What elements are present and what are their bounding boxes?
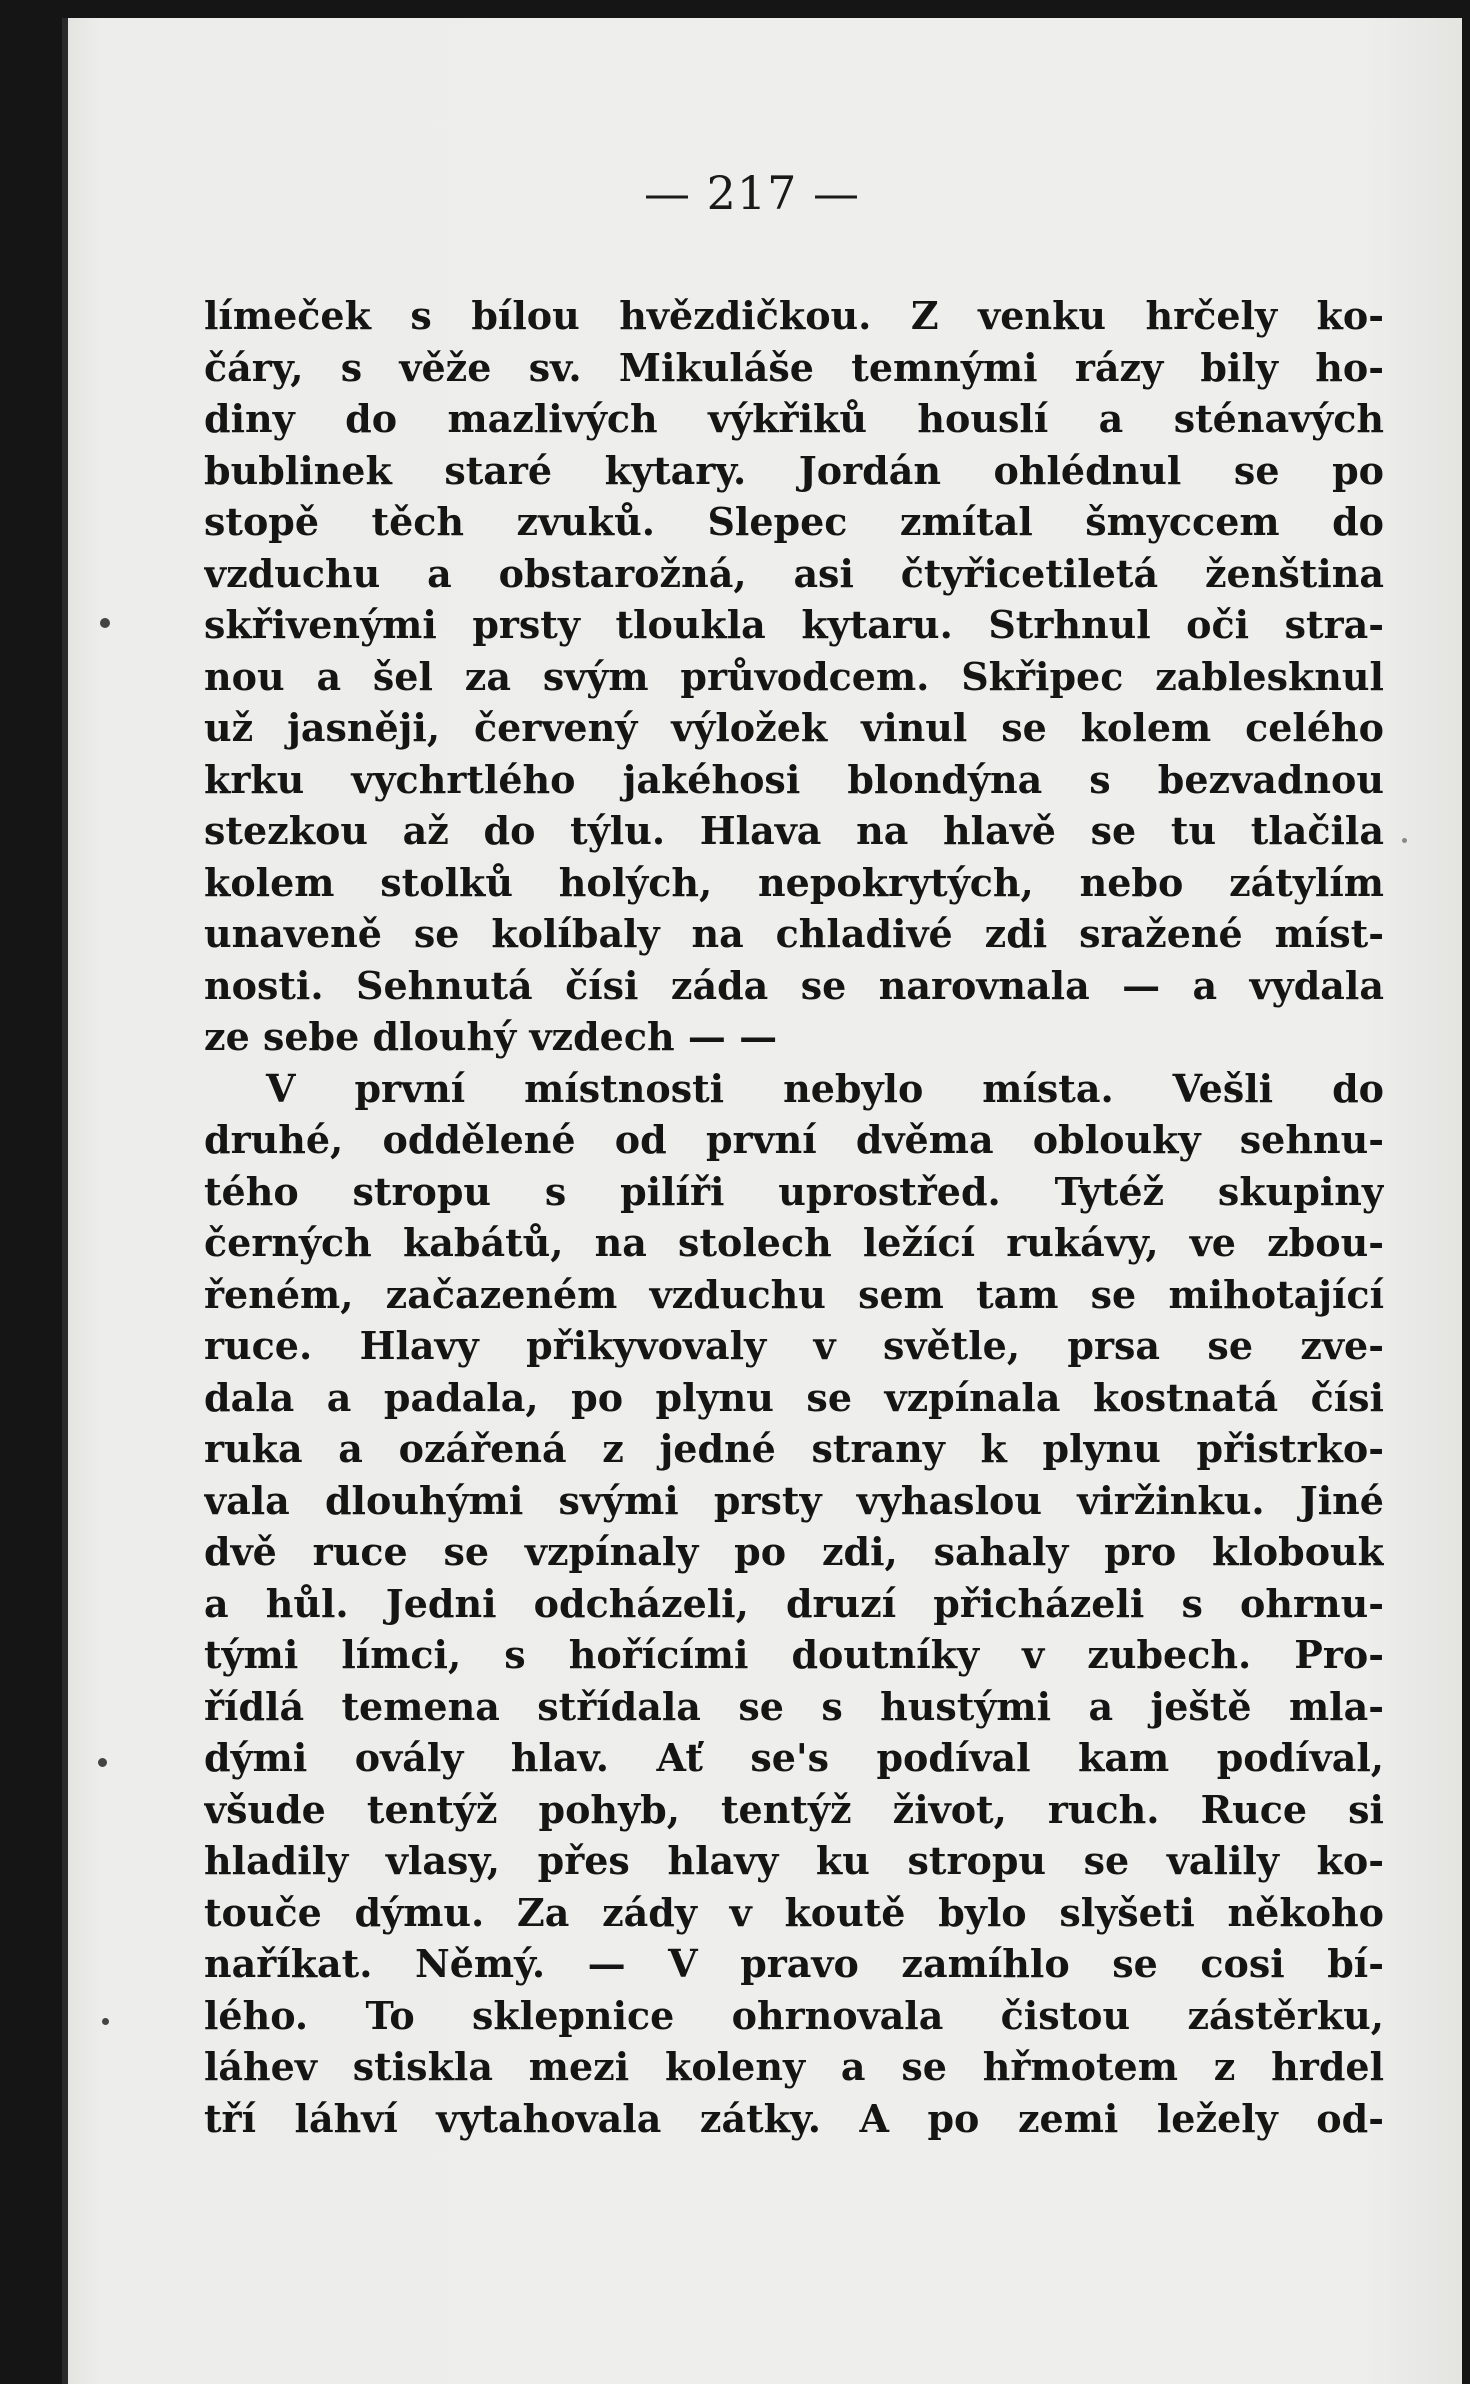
text-line: dými ovály hlav. Ať se's podíval kam podíval, xyxy=(204,1735,1384,1780)
text-line: ruka a ozářená z jedné strany k plynu přistrko- xyxy=(204,1426,1384,1471)
page-edge-shadow xyxy=(62,18,68,2384)
text-line: krku vychrtlého jakéhosi blondýna s bezvadnou xyxy=(204,756,1384,802)
text-line: čáry, s věže sv. Mikuláše temnými rázy bily ho- xyxy=(204,344,1384,390)
text-line: vzduchu a obstarožná, asi čtyřicetiletá ženština xyxy=(204,550,1384,596)
body-text xyxy=(204,290,1384,2144)
text-line: tého stropu s pilíři uprostřed. Tytéž skupiny xyxy=(204,1168,1384,1214)
text-line: už jasněji, červený výložek vinul se kolem celého xyxy=(204,705,1384,750)
page-number-dash-left: — xyxy=(643,166,691,220)
text-line: nosti. Sehnutá čísi záda se narovnala — a vydala xyxy=(204,962,1384,1008)
text-line: nou a šel za svým průvodcem. Skřipec zablesknul xyxy=(204,653,1384,699)
text-line: naříkat. Němý. — V pravo zamíhlo se cosi bí- xyxy=(204,1941,1384,1986)
text-line: skřivenými prsty tloukla kytaru. Strhnul oči stra- xyxy=(204,602,1384,647)
text-line: druhé, oddělené od první dvěma oblouky sehnu- xyxy=(204,1117,1384,1162)
scan-speck xyxy=(1402,838,1407,843)
text-line: hladily vlasy, přes hlavy ku stropu se valily ko- xyxy=(204,1838,1384,1883)
text-line: a hůl. Jedni odcházeli, druzí přicházeli s ohrnu- xyxy=(204,1580,1384,1626)
text-line: ze sebe dlouhý vzdech — — xyxy=(204,1014,778,1059)
scan-speck xyxy=(98,1758,107,1767)
scan-speck xyxy=(100,618,110,628)
text-line: diny do mazlivých výkřiků houslí a sténavých xyxy=(204,396,1384,441)
text-line: tými límci, s hořícími doutníky v zubech. Pro- xyxy=(204,1632,1384,1677)
text-line: dala a padala, po plynu se vzpínala kostnatá čísi xyxy=(204,1374,1384,1420)
text-line: vala dlouhými svými prsty vyhaslou viržinku. Jiné xyxy=(204,1477,1384,1523)
text-line: stopě těch zvuků. Slepec zmítal šmyccem do xyxy=(204,499,1384,544)
book-page xyxy=(62,18,1462,2384)
text-line: tří láhví vytahovala zátky. A po zemi ležely od- xyxy=(204,2095,1384,2141)
page-number-value: 217 xyxy=(706,166,798,220)
text-line: řídlá temena střídala se s hustými a ještě mla- xyxy=(204,1683,1384,1729)
text-line: řeném, začazeném vzduchu sem tam se mihotající xyxy=(204,1271,1384,1317)
text-line: touče dýmu. Za zády v koutě bylo slyšeti někoho xyxy=(204,1889,1384,1935)
text-line: lého. To sklepnice ohrnovala čistou zástěrku, xyxy=(204,1992,1384,2038)
page-number xyxy=(62,166,1462,220)
text-line: límeček s bílou hvězdičkou. Z venku hrčely ko- xyxy=(204,293,1384,338)
text-line: láhev stiskla mezi koleny a se hřmotem z hrdel xyxy=(204,2044,1384,2089)
text-line: dvě ruce se vzpínaly po zdi, sahaly pro klobouk xyxy=(204,1529,1384,1574)
text-line: ruce. Hlavy přikyvovaly v světle, prsa se zve- xyxy=(204,1323,1384,1368)
text-line: bublinek staré kytary. Jordán ohlédnul se po xyxy=(204,447,1384,493)
page-number-dash-right: — xyxy=(813,166,861,220)
text-line: stezkou až do týlu. Hlava na hlavě se tu tlačila xyxy=(204,808,1384,853)
text-line: kolem stolků holých, nepokrytých, nebo zátylím xyxy=(204,859,1384,905)
text-line-paragraph-start: V první místnosti nebylo místa. Vešli do xyxy=(266,1065,1384,1111)
text-line: černých kabátů, na stolech ležící rukávy, ve zbou- xyxy=(204,1220,1384,1265)
scan-speck xyxy=(102,2018,109,2025)
text-line: unaveně se kolíbaly na chladivé zdi sražené míst- xyxy=(204,911,1384,956)
text-line: všude tentýž pohyb, tentýž život, ruch. Ruce si xyxy=(204,1786,1384,1832)
